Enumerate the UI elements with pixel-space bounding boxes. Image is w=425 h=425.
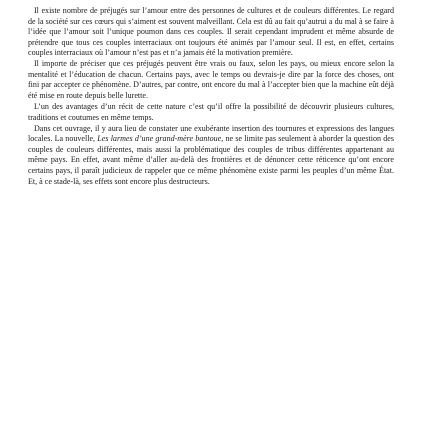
paragraph-2-text: Il importe de préciser que ces préjugés peuvent être vrais ou faux, selon les pays, ou mieux encore selon la mentalité et l’éducation de chacun. Certains pays, avec le temps ou devrais-je dire par la force des choses, ont fini par accepter ce phénomène. D’autres, par contre, ont encore du mal à l’accepter bien que la machine eût déjà été mise en route depuis belle lurette. bbox=[28, 59, 394, 100]
book-title-italic: Les larmes d’une grand-mère bantoue bbox=[97, 134, 222, 144]
paragraph-2 bbox=[28, 59, 394, 101]
document-page bbox=[28, 6, 394, 188]
paragraph-4-text-end: , ne se limite pas seulement à aborder la question des couples de couleurs différentes, mais aussi la problématique des couples de tribus différentes appartenant au même pays. En effet, avant même d’aller au-delà des frontières et de dénoncer cette réticence qu’ont encore certains pays, il paraît judicieux de rappeler que ce même phénomène existe parmi les peuples d’un même État. Et, à ce stade-là, ses effets sont encore plus destructeurs. bbox=[28, 134, 394, 186]
paragraph-1-text: Il existe nombre de préjugés sur l’amour entre des personnes de cultures et de couleurs différentes. Le regard de la société sur ces cœurs qui s’aiment est souvent malveillant. Cela est dû au fait qu’autrui a du mal à se faire à l’idée que l’amour soit l’unique poumon dans ces couples. Il serait cependant imprudent et même absurde de prétendre que tous ces couples interraciaux ont toujours été animés par l’amour seul. Il est, en effet, certains couples interraciaux où l’amour n’est pas et n’a jamais été la motivation première. bbox=[28, 6, 394, 58]
paragraph-1 bbox=[28, 6, 394, 59]
paragraph-3 bbox=[28, 102, 394, 123]
paragraph-4 bbox=[28, 124, 394, 187]
paragraph-4-text-start: Dans cet ouvrage, il y aura lieu de constater une exubérante insertion des tournures et expressions des langues locales. La nouvelle, bbox=[28, 123, 394, 144]
paragraph-3-text: L’un des avantages d’un récit de cette nature c’est qu’il offre la possibilité de découvrir plusieurs cultures, traditions et coutumes en même temps. bbox=[28, 102, 394, 122]
